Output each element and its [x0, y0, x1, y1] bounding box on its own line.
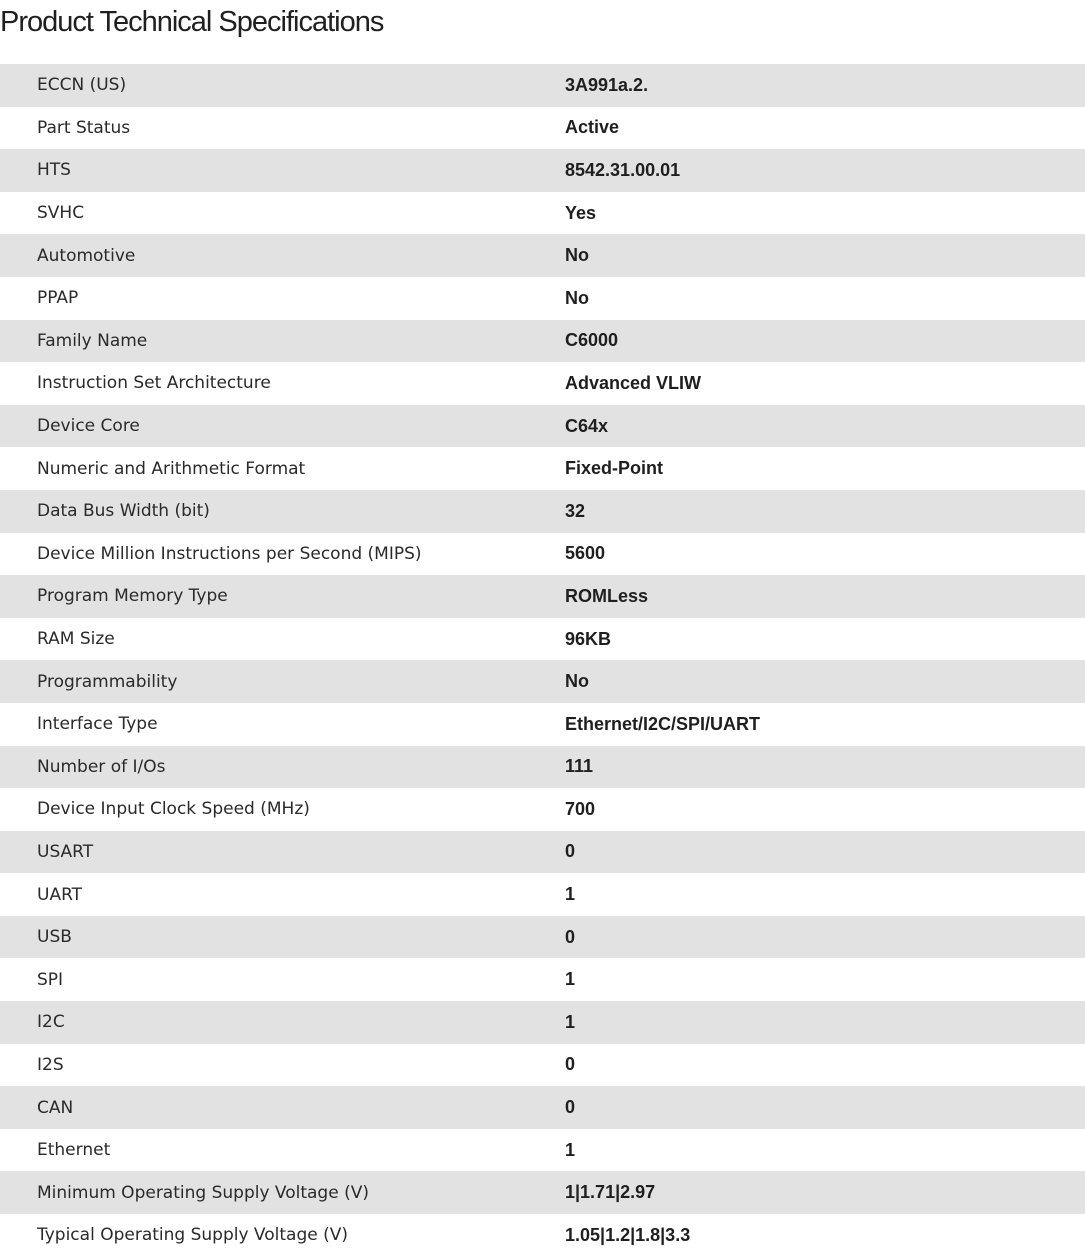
- spec-value: 32: [565, 500, 586, 521]
- spec-label: Number of I/Os: [37, 756, 166, 777]
- spec-label: Family Name: [37, 330, 148, 351]
- spec-label: Device Input Clock Speed (MHz): [37, 799, 310, 820]
- spec-row: [0, 533, 1085, 576]
- spec-row: [0, 703, 1085, 746]
- spec-value: Fixed-Point: [565, 458, 663, 479]
- spec-value: Yes: [565, 202, 597, 223]
- spec-value: 96KB: [565, 628, 612, 649]
- spec-label: Device Core: [37, 416, 140, 437]
- spec-row: [0, 618, 1085, 661]
- spec-row: [0, 362, 1085, 405]
- spec-row: [0, 320, 1085, 363]
- spec-label: UART: [37, 884, 83, 905]
- spec-row: [0, 405, 1085, 448]
- spec-value: Ethernet/I2C/SPI/UART: [565, 713, 761, 734]
- spec-label: USART: [37, 841, 94, 862]
- spec-value: 0: [565, 1097, 576, 1118]
- spec-label: Ethernet: [37, 1140, 111, 1161]
- spec-value: No: [565, 287, 589, 308]
- spec-label: Instruction Set Architecture: [37, 373, 271, 394]
- spec-label: Program Memory Type: [37, 586, 228, 607]
- page-title: Product Technical Specifications: [0, 6, 384, 38]
- spec-label: Interface Type: [37, 714, 158, 735]
- spec-row: [0, 490, 1085, 533]
- spec-label: CAN: [37, 1097, 74, 1118]
- spec-row: [0, 958, 1085, 1001]
- spec-value: 1: [565, 969, 576, 990]
- spec-value: ROMLess: [565, 585, 649, 606]
- spec-row: [0, 788, 1085, 831]
- spec-label: Part Status: [37, 117, 131, 138]
- spec-label: Data Bus Width (bit): [37, 501, 210, 522]
- spec-row: [0, 575, 1085, 618]
- spec-value: 5600: [565, 543, 606, 564]
- spec-row: [0, 277, 1085, 320]
- spec-value: 111: [565, 756, 594, 777]
- spec-value: C64x: [565, 415, 609, 436]
- spec-label: I2S: [37, 1054, 64, 1075]
- spec-value: C6000: [565, 330, 619, 351]
- spec-row: [0, 64, 1085, 107]
- spec-value: Active: [565, 117, 620, 138]
- spec-value: 1: [565, 884, 576, 905]
- spec-label: SVHC: [37, 203, 85, 224]
- spec-value: 1: [565, 1139, 576, 1160]
- spec-row: [0, 1086, 1085, 1129]
- spec-value: 0: [565, 1054, 576, 1075]
- spec-label: HTS: [37, 160, 71, 181]
- spec-value: 1: [565, 1011, 576, 1032]
- spec-row: [0, 660, 1085, 703]
- spec-label: RAM Size: [37, 629, 115, 650]
- spec-label: Numeric and Arithmetic Format: [37, 458, 306, 479]
- spec-label: Typical Operating Supply Voltage (V): [37, 1225, 348, 1246]
- spec-label: USB: [37, 927, 72, 948]
- spec-label: I2C: [37, 1012, 65, 1033]
- spec-row: [0, 873, 1085, 916]
- spec-label: Automotive: [37, 245, 136, 266]
- spec-value: No: [565, 671, 589, 692]
- spec-row: [0, 1129, 1085, 1172]
- spec-value: 0: [565, 926, 576, 947]
- spec-value: Advanced VLIW: [565, 372, 702, 393]
- spec-row: [0, 1171, 1085, 1214]
- spec-value: 700: [565, 798, 596, 819]
- specifications-table-body: [0, 64, 1085, 1257]
- spec-value: 8542.31.00.01: [565, 159, 681, 180]
- specifications-table: [0, 64, 1085, 1257]
- spec-label: PPAP: [37, 288, 79, 309]
- spec-value: 1.05|1.2|1.8|3.3: [565, 1224, 691, 1245]
- spec-row: [0, 447, 1085, 490]
- spec-value: 1|1.71|2.97: [565, 1182, 656, 1203]
- spec-row: [0, 746, 1085, 789]
- spec-label: ECCN (US): [37, 75, 127, 96]
- spec-row: [0, 234, 1085, 277]
- spec-label: Minimum Operating Supply Voltage (V): [37, 1182, 369, 1203]
- spec-row: [0, 1044, 1085, 1087]
- spec-row: [0, 192, 1085, 235]
- spec-value: 3A991a.2.: [565, 74, 649, 95]
- spec-row: [0, 831, 1085, 874]
- spec-row: [0, 149, 1085, 192]
- spec-value: No: [565, 245, 589, 266]
- spec-label: Device Million Instructions per Second (MIPS): [37, 543, 422, 564]
- spec-row: [0, 916, 1085, 959]
- spec-row: [0, 107, 1085, 150]
- spec-label: Programmability: [37, 671, 178, 692]
- spec-row: [0, 1214, 1085, 1257]
- spec-row: [0, 1001, 1085, 1044]
- spec-value: 0: [565, 841, 576, 862]
- spec-label: SPI: [37, 969, 64, 990]
